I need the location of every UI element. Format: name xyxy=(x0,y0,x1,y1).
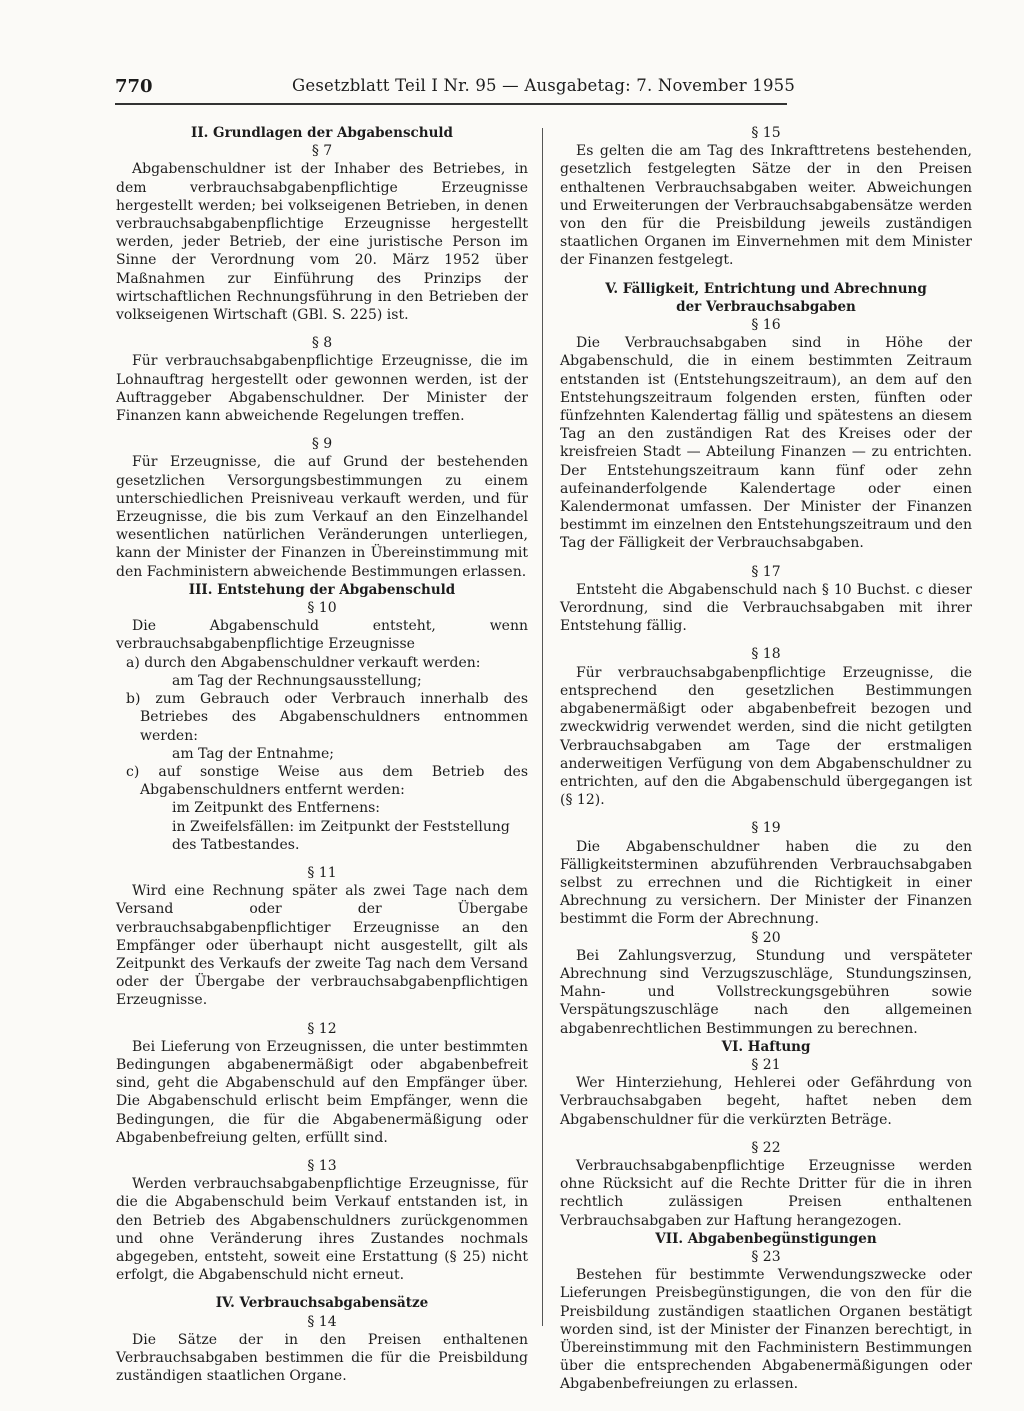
paragraph-number-10: § 10 xyxy=(307,600,337,617)
paragraph-number-9: § 9 xyxy=(311,436,333,453)
paragraph-number-14: § 14 xyxy=(307,1313,337,1330)
list-item-10a-time: am Tag der Rechnungsausstellung; xyxy=(172,672,422,689)
paragraph-text-18: Für verbrauchsabgabenpflichtige Erzeugnisse, die entsprechend den gesetzlichen Bestimmungen abgabenermäßigt oder abgabenbefreit bezogen und zweckwidrig verwendet werden, sind die nicht getilgten Verbrauchsabgaben am Tage der erstmaligen anderweitigen Verfügung von dem Abgabenschuldner zu entrichten, auf den die Abgabenschuld übergegangen ist (§ 12). xyxy=(560,664,972,809)
left-column xyxy=(116,124,528,1385)
paragraph-text-21: Wer Hinterziehung, Hehlerei oder Gefährdung von Verbrauchsabgaben begeht, haftet neben dem Abgabenschuldner für die verkürzten Beträge. xyxy=(560,1075,972,1128)
paragraph-text-10-intro: Die Abgabenschuld entsteht, wenn verbrauchsabgabenpflichtige Erzeugnisse xyxy=(116,618,528,653)
paragraph-text-9: Für Erzeugnisse, die auf Grund der bestehenden gesetzlichen Versorgungsbestimmungen zu einem unterschiedlichen Preisniveau verkauft werden, und für Erzeugnisse, die bis zum Verkauf an den Einzelhandel wesentlichen natürlichen Veränderungen unterliegen, kann der Minister der Finanzen in Übereinstimmung mit den Fachministern abweichende Bestimmungen erlassen. xyxy=(116,454,528,580)
paragraph-number-15: § 15 xyxy=(751,125,781,141)
list-item-10b: b) zum Gebrauch oder Verbrauch innerhalb des Betriebes des Abgabenschuldners entnommen werden: xyxy=(126,691,528,744)
paragraph-text-12: Bei Lieferung von Erzeugnissen, die unter bestimmten Bedingungen abgabenermäßigt oder abgabenbefreit sind, geht die Abgabenschuld auf den Empfänger über. Die Abgabenschuld erlischt beim Empfänger, wenn die Bedingungen, die für die Abgabenermäßigung oder Abgabenbefreiung gelten, erfüllt sind. xyxy=(116,1038,528,1146)
paragraph-text-15: Es gelten die am Tag des Inkrafttretens bestehenden, gesetzlich festgelegten Sätze der in den Preisen enthaltenen Verbrauchsabgaben weiter. Abweichungen und Erweiterungen der Verbrauchsabgabensätze werden von den für die Preisbildung jeweils zuständigen staatlichen Organen im Einvernehmen mit dem Minister der Finanzen festgelegt. xyxy=(560,143,972,269)
paragraph-number-11: § 11 xyxy=(307,864,337,881)
paragraph-number-12: § 12 xyxy=(307,1020,337,1037)
paragraph-text-11: Wird eine Rechnung später als zwei Tage nach dem Versand oder der Übergabe verbrauchsabgabenpflichtiger Erzeugnisse an den Empfänger oder überhaupt nicht ausgestellt, gilt als Zeitpunkt des Verkaufs der zweite Tag nach dem Versand oder der Übergabe der verbrauchsabgabenpflichtigen Erzeugnisse. xyxy=(116,883,528,1009)
list-item-10c-time-1: im Zeitpunkt des Entfernens: xyxy=(172,800,380,817)
section-heading-v-line-2: der Verbrauchsabgaben xyxy=(676,298,856,315)
column-divider xyxy=(542,128,543,1326)
gazette-title: Gesetzblatt Teil I Nr. 95 — Ausgabetag: 7. November 1955 xyxy=(292,76,796,95)
list-item-10c: c) auf sonstige Weise aus dem Betrieb des Abgabenschuldners entfernt werden: xyxy=(126,763,528,799)
paragraph-number-23: § 23 xyxy=(751,1248,781,1265)
section-heading-iii: III. Entstehung der Abgabenschuld xyxy=(188,581,456,598)
paragraph-text-23: Bestehen für bestimmte Verwendungszwecke oder Lieferungen Preisbegünstigungen, die von den für die Preisbildung zuständigen staatlichen Organen bestätigt worden sind, ist der Minister der Finanzen berechtigt, in Übereinstimmung mit den Fachministern Bestimmungen über die entsprechenden Abgabenermäßigungen oder Abgabenbefreiungen zu erlassen. xyxy=(560,1267,972,1393)
paragraph-number-8: § 8 xyxy=(311,335,333,352)
section-heading-iv: IV. Verbrauchsabgabensätze xyxy=(215,1295,429,1312)
paragraph-number-17: § 17 xyxy=(751,563,781,580)
paragraph-text-13: Werden verbrauchsabgabenpflichtige Erzeugnisse, für die die Abgabenschuld beim Verkauf entstanden ist, in den Betrieb des Abgabenschuldners zurückgenommen und ohne Veränderung ihres Zustandes nochmals abgegeben, entsteht, soweit eine Erstattung (§ 25) nicht erfolgt, die Abgabenschuld nicht erneut. xyxy=(116,1176,528,1284)
section-heading-vii: VII. Abgabenbegünstigungen xyxy=(655,1230,877,1247)
header-rule xyxy=(115,103,787,105)
section-heading-vi: VI. Haftung xyxy=(721,1038,811,1055)
paragraph-number-16: § 16 xyxy=(751,317,781,334)
paragraph-text-19: Die Abgabenschuldner haben die zu den Fälligkeitsterminen abzuführenden Verbrauchsabgaben selbst zu errechnen und die Richtigkeit in einer Abrechnung zu versichern. Der Minister der Finanzen bestimmt die Form der Abrechnung. xyxy=(560,838,972,928)
list-item-10b-time: am Tag der Entnahme; xyxy=(172,745,334,762)
list-item-10c-time-2: in Zweifelsfällen: im Zeitpunkt der Feststellung des Tatbestandes. xyxy=(172,818,510,853)
paragraph-number-7: § 7 xyxy=(311,143,333,160)
page-number: 770 xyxy=(115,76,153,97)
section-heading-v-line-1: V. Fälligkeit, Entrichtung und Abrechnung xyxy=(605,280,927,297)
paragraph-text-8: Für verbrauchsabgabenpflichtige Erzeugnisse, die im Lohnauftrag hergestellt oder gewonnen werden, ist der Auftraggeber Abgabenschuldner. Der Minister der Finanzen kann abweichende Regelungen treffen. xyxy=(116,353,528,425)
paragraph-text-14: Die Sätze der in den Preisen enthaltenen Verbrauchsabgaben bestimmen die für die Preisbildung zuständigen staatlichen Organe. xyxy=(116,1331,528,1385)
paragraph-number-21: § 21 xyxy=(751,1056,781,1073)
paragraph-number-18: § 18 xyxy=(751,646,781,663)
page-header xyxy=(115,76,796,110)
paragraph-text-20: Bei Zahlungsverzug, Stundung und verspäteter Abrechnung sind Verzugszuschläge, Stundungszinsen, Mahn- und Vollstreckungsgebühren sowie Verspätungszuschläge nach den allgemeinen abgabenrechtlichen Bestimmungen zu berechnen. xyxy=(560,947,972,1037)
paragraph-text-16: Die Verbrauchsabgaben sind in Höhe der Abgabenschuld, die in einem bestimmten Zeitraum entstanden ist (Entstehungszeitraum), an dem auf den Entstehungszeitraum folgenden ersten, fünften oder fünfzehnten Kalendertag fällig und spätestens an diesem Tag an den zuständigen Rat des Kreises oder der kreisfreien Stadt — Abteilung Finanzen — zu entrichten. Der Entstehungszeitraum kann fünf oder zehn aufeinanderfolgende Kalendertage oder einen Kalendermonat umfassen. Der Minister der Finanzen bestimmt im einzelnen den Entstehungszeitraum und den Tag der Fälligkeit der Verbrauchsabgaben. xyxy=(560,335,972,552)
paragraph-number-19: § 19 xyxy=(751,820,781,837)
paragraph-text-22: Verbrauchsabgabenpflichtige Erzeugnisse werden ohne Rücksicht auf die Rechte Dritter für die in ihren rechtlich zulässigen Preisen enthaltenen Verbrauchsabgaben zur Haftung herangezogen. xyxy=(560,1157,972,1229)
section-heading-ii: II. Grundlagen der Abgabenschuld xyxy=(191,125,453,141)
paragraph-text-17: Entsteht die Abgabenschuld nach § 10 Buchst. c dieser Verordnung, sind die Verbrauchsabgaben mit ihrer Entstehung fällig. xyxy=(560,581,972,635)
paragraph-number-20: § 20 xyxy=(751,929,781,946)
paragraph-number-13: § 13 xyxy=(307,1157,337,1174)
list-item-10a: a) durch den Abgabenschuldner verkauft werden: xyxy=(126,654,481,671)
right-column xyxy=(560,124,972,1394)
paragraph-text-7: Abgabenschuldner ist der Inhaber des Betriebes, in dem verbrauchsabgabenpflichtige Erzeugnisse hergestellt werden; bei volkseigenen Betrieben, in denen verbrauchsabgabenpflichtige Erzeugnisse hergestellt werden, jeder Betrieb, der eine juristische Person im Sinne der Verordnung vom 20. März 1952 über Maßnahmen zur Einführung des Prinzips der wirtschaftlichen Rechnungsführung in den Betrieben der volkseigenen Wirtschaft (GBl. S. 225) ist. xyxy=(116,161,528,324)
paragraph-number-22: § 22 xyxy=(751,1139,781,1156)
